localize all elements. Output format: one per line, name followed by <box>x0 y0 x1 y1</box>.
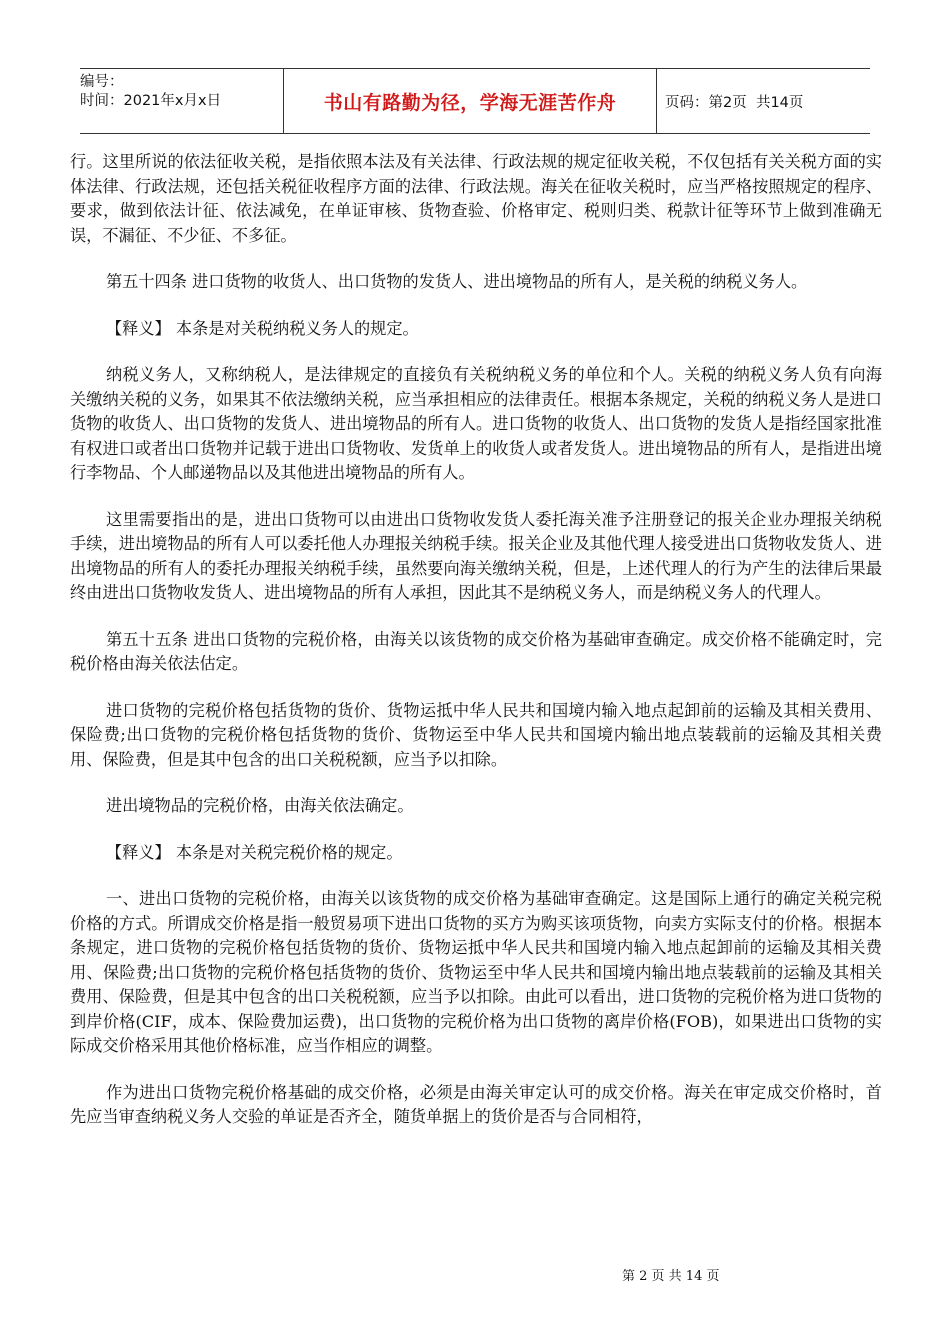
paragraph-dutiable-value-scope: 进口货物的完税价格包括货物的货价、货物运抵中华人民共和国境内输入地点起卸前的运输及其相关费用、保险费;出口货物的完税价格包括货物的货价、货物运至中华人民共和国境内输出地点装载前的运输及其相关费用、保险费，但是其中包含的出口关税税额，应当予以扣除。 <box>70 700 882 769</box>
paragraph-continuation: 行。这里所说的依法征收关税，是指依照本法及有关法律、行政法规的规定征收关税，不仅包括有关关税方面的实体法律、行政法规，还包括关税征收程序方面的法律、行政法规。海关在征收关税时，应当严格按照规定的程序、要求，做到依法计征、依法减免，在单证审核、货物查验、价格审定、税则归类、税款计征等环节上做到准确无误，不漏征、不少征、不多征。 <box>70 152 882 245</box>
paragraph-taxpayer-definition: 纳税义务人，又称纳税人，是法律规定的直接负有关税纳税义务的单位和个人。关税的纳税义务人负有向海关缴纳关税的义务，如果其不依法缴纳关税，应当承担相应的法律责任。根据本条规定，关税的纳税义务人是进口货物的收货人、出口货物的发货人、进出境物品的所有人。进口货物的收货人、出口货物的发货人是指经国家批准有权进口或者出口货物并记载于进出口货物收、发货单上的收货人或者发货人。进出境物品的所有人，是指进出境行李物品、个人邮递物品以及其他进出境物品的所有人。 <box>70 365 882 482</box>
header-motto: 书山有路勤为径，学海无涯苦作舟 <box>283 69 657 133</box>
document-body <box>70 150 882 1152</box>
article-55-annotation-heading: 【释义】 本条是对关税完税价格的规定。 <box>106 842 403 862</box>
page-footer-number: 第 2 页 共 14 页 <box>622 1269 720 1284</box>
page-header <box>80 68 870 134</box>
header-page-info: 页码：第2页 共14页 <box>665 94 804 111</box>
paragraph-taxpayer-agent: 这里需要指出的是，进出口货物可以由进出口货物收发货人委托海关准予注册登记的报关企业办理报关纳税手续，进出境物品的所有人可以委托他人办理报关纳税手续。报关企业及其他代理人接受进出口货物收发货人、进出境物品的所有人的委托办理报关纳税手续，虽然要向海关缴纳关税，但是，上述代理人的行为产生的法律后果最终由进出口货物收发货人、进出境物品的所有人承担，因此其不是纳税义务人，而是纳税义务人的代理人。 <box>70 509 882 602</box>
paragraph-articles-value: 进出境物品的完税价格，由海关依法确定。 <box>106 796 414 815</box>
document-code-label: 编号： <box>80 74 124 90</box>
article-54-annotation-heading: 【释义】 本条是对关税纳税义务人的规定。 <box>106 318 419 338</box>
article-55: 第五十五条 进出口货物的完税价格，由海关以该货物的成交价格为基础审查确定。成交价格不能确定时，完税价格由海关依法估定。 <box>70 629 882 673</box>
article-54: 第五十四条 进口货物的收货人、出口货物的发货人、进出境物品的所有人，是关税的纳税义务人。 <box>106 272 808 291</box>
paragraph-customs-review: 作为进出口货物完税价格基础的成交价格，必须是由海关审定认可的成交价格。海关在审定成交价格时，首先应当审查纳税义务人交验的单证是否齐全，随货单据上的货价是否与合同相符， <box>70 1082 882 1126</box>
paragraph-transaction-value: 一、进出口货物的完税价格，由海关以该货物的成交价格为基础审查确定。这是国际上通行的确定关税完税价格的方式。所谓成交价格是指一般贸易项下进出口货物的买方为购买该项货物，向卖方实际支付的价格。根据本条规定，进口货物的完税价格包括货物的货价、货物运抵中华人民共和国境内输入地点起卸前的运输及其相关费用、保险费;出口货物的完税价格包括货物的货价、货物运至中华人民共和国境内输出地点装载前的运输及其相关费用、保险费，但是其中包含的出口关税税额，应当予以扣除。由此可以看出，进口货物的完税价格为进口货物的到岸价格(CIF，成本、保险费加运费)，出口货物的完税价格为出口货物的离岸价格(FOB)，如果进出口货物的实际成交价格采用其他价格标准，应当作相应的调整。 <box>70 889 882 1055</box>
header-meta <box>80 69 283 133</box>
document-date-label: 时间：2021年x月x日 <box>80 93 222 109</box>
